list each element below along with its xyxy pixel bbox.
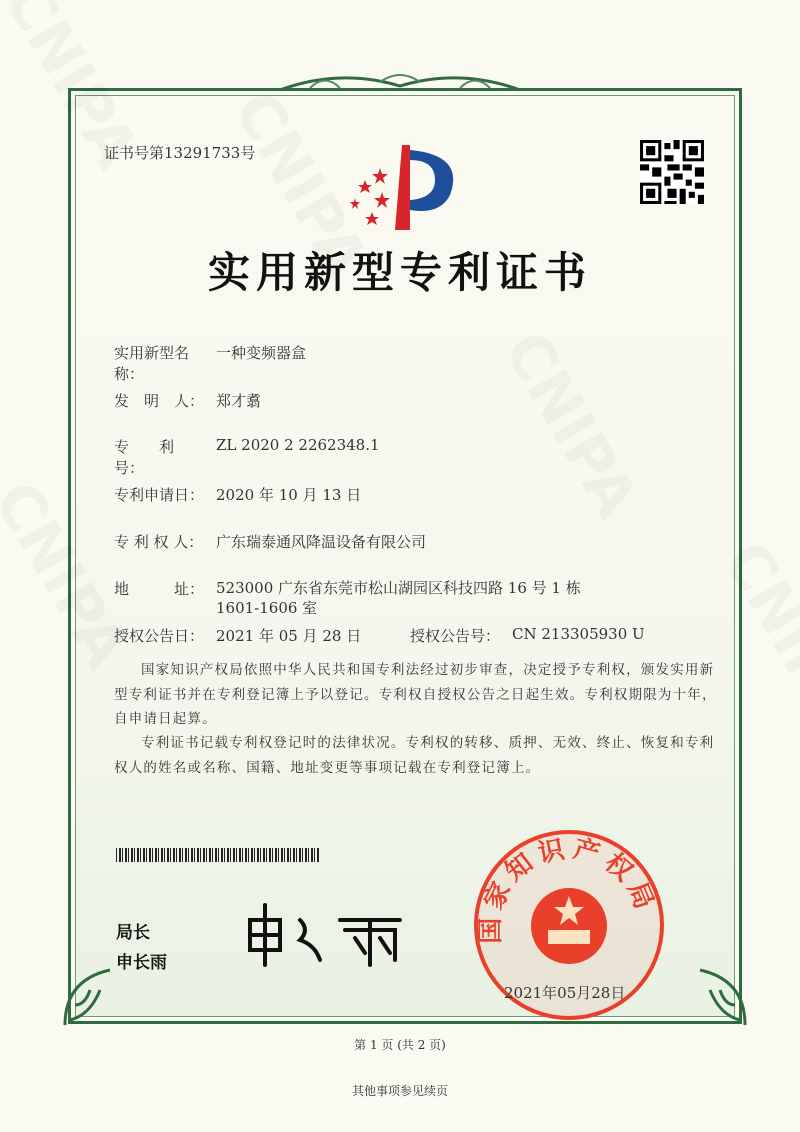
cnipa-logo bbox=[340, 140, 465, 235]
field-value: 2020 年 10 月 13 日 bbox=[216, 486, 362, 504]
handwritten-signature bbox=[240, 900, 420, 970]
field-label: 实用新型名称： bbox=[114, 344, 190, 383]
field-value: 2021 年 05 月 28 日 bbox=[216, 627, 362, 645]
field-patentee bbox=[114, 531, 426, 552]
continued-note: 其他事项参见续页 bbox=[351, 1084, 448, 1098]
paragraph-grant-statement: 国家知识产权局依照中华人民共和国专利法经过初步审查，决定授予专利权，颁发实用新型专利证书并在专利登记簿上予以登记。专利权自授权公告之日起生效。专利权期限为十年，自申请日起算。 bbox=[114, 662, 717, 727]
field-value: CN 213305930 U bbox=[512, 625, 645, 643]
field-inventor bbox=[114, 390, 261, 411]
ornament-top bbox=[280, 68, 520, 98]
page-title: 实用新型专利证书 bbox=[207, 248, 592, 297]
field-value: 郑才翥 bbox=[216, 392, 262, 410]
field-label: 授权公告日： bbox=[114, 627, 205, 645]
field-application-date bbox=[114, 484, 361, 505]
ornament-bottom-right bbox=[680, 960, 750, 1030]
qr-code bbox=[640, 140, 704, 204]
director-title: 局长 bbox=[116, 923, 150, 943]
certificate-number: 证书号第13291733号 bbox=[104, 144, 256, 162]
field-patent-number bbox=[114, 436, 380, 478]
field-label: 地 址： bbox=[114, 580, 205, 598]
field-label: 授权公告号： bbox=[410, 627, 501, 645]
field-label: 专利申请日： bbox=[114, 486, 205, 504]
paragraph-legal-status: 专利证书记载专利权登记时的法律状况。专利权的转移、质押、无效、终止、恢复和专利权人的姓名或名称、国籍、地址变更等事项记载在专利登记簿上。 bbox=[114, 735, 715, 776]
field-grant-date bbox=[114, 625, 361, 646]
seal-date: 2021年05月28日 bbox=[504, 984, 626, 1002]
field-value: ZL 2020 2 2262348.1 bbox=[216, 436, 380, 454]
field-label: 专 利 号： bbox=[114, 438, 190, 477]
ornament-bottom-left bbox=[60, 960, 130, 1030]
page-indicator: 第 1 页 (共 2 页) bbox=[354, 1038, 446, 1052]
field-address bbox=[114, 578, 626, 618]
field-label: 专 利 权 人： bbox=[114, 533, 204, 551]
field-value: 523000 广东省东莞市松山湖园区科技四路 16 号 1 栋 1601-1606 室 bbox=[216, 579, 581, 617]
barcode bbox=[116, 848, 320, 862]
field-label: 发 明 人： bbox=[114, 392, 205, 410]
field-value: 广东瑞泰通风降温设备有限公司 bbox=[216, 533, 427, 551]
field-utility-model-name bbox=[114, 342, 306, 384]
svg-text:国家知识产权局: 国家知识产权局 bbox=[478, 834, 660, 944]
field-grant-number bbox=[410, 625, 645, 646]
field-value: 一种变频器盒 bbox=[216, 344, 307, 362]
director-name: 申长雨 bbox=[116, 953, 167, 973]
